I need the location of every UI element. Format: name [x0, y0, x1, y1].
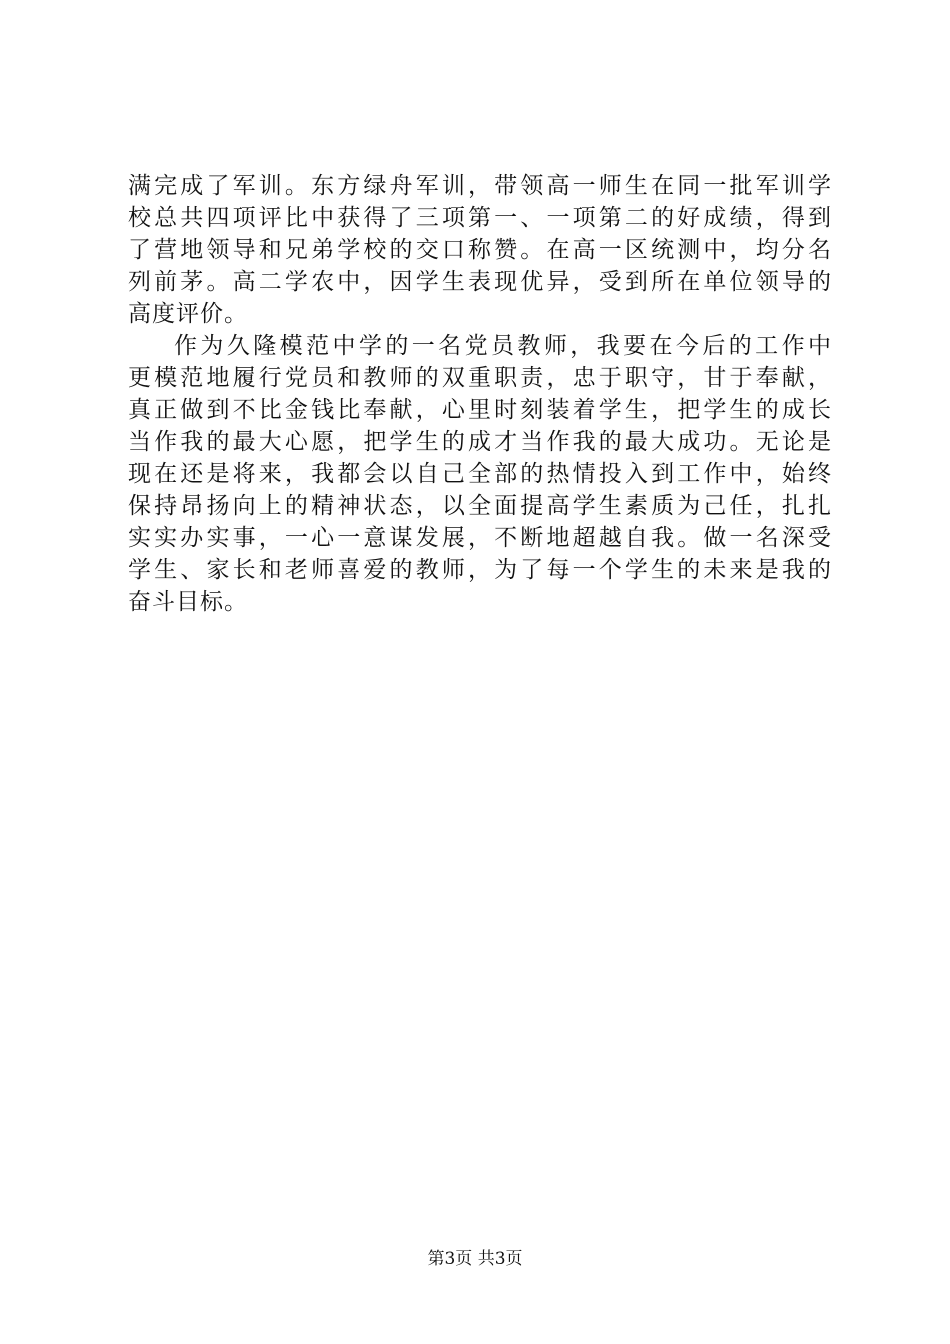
text-line: 学生、家长和老师喜爱的教师，为了每一个学生的未来是我的	[128, 557, 832, 583]
text-line: 现在还是将来，我都会以自己全部的热情投入到工作中，始终	[128, 461, 832, 487]
text-line: 列前茅。高二学农中，因学生表现优异，受到所在单位领导的	[128, 269, 832, 295]
text-line: 更模范地履行党员和教师的双重职责，忠于职守，甘于奉献，	[128, 365, 832, 391]
text-line: 满完成了军训。东方绿舟军训，带领高一师生在同一批军训学	[128, 173, 832, 199]
text-line: 保持昂扬向上的精神状态，以全面提高学生素质为己任，扎扎	[128, 493, 832, 519]
text-line: 奋斗目标。	[128, 589, 248, 615]
text-line: 实实办实事，一心一意谋发展，不断地超越自我。做一名深受	[128, 525, 832, 551]
text-line: 真正做到不比金钱比奉献，心里时刻装着学生，把学生的成长	[128, 397, 832, 423]
text-line: 当作我的最大心愿，把学生的成才当作我的最大成功。无论是	[128, 429, 832, 455]
text-line: 了营地领导和兄弟学校的交口称赞。在高一区统测中，均分名	[128, 237, 832, 263]
document-body	[128, 170, 832, 618]
text-line: 作为久隆模范中学的一名党员教师，我要在今后的工作中	[174, 333, 832, 359]
text-line: 校总共四项评比中获得了三项第一、一项第二的好成绩，得到	[128, 205, 832, 231]
page-footer: 第3页 共3页	[427, 1249, 523, 1269]
paragraph-1	[128, 170, 832, 330]
text-line: 高度评价。	[128, 301, 248, 327]
paragraph-2	[128, 330, 832, 618]
